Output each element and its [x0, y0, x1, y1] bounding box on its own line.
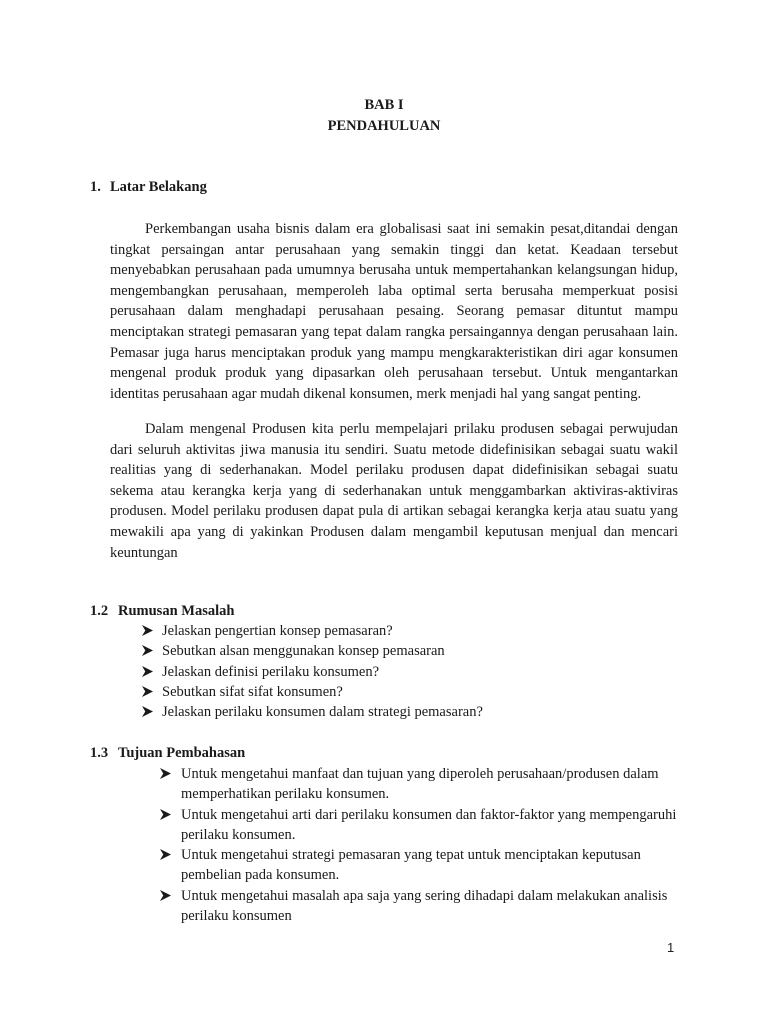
rumusan-masalah-list — [142, 621, 662, 722]
section-heading-rumusan-masalah — [90, 601, 234, 621]
arrowhead-bullet-icon — [142, 641, 153, 661]
list-item-text: Jelaskan definisi perilaku konsumen? — [162, 663, 380, 680]
arrowhead-bullet-icon — [160, 845, 171, 865]
list-item — [142, 662, 662, 682]
chapter-number: BAB I — [364, 97, 404, 113]
list-item — [160, 886, 680, 927]
list-item-text: Sebutkan sifat sifat konsumen? — [162, 683, 343, 700]
list-item — [142, 702, 662, 722]
paragraph-latar-belakang-2: Dalam mengenal Produsen kita perlu mempelajari prilaku produsen sebagai perwujudan dari seluruh aktivitas jiwa manusia itu sendiri. Suatu metode didefinisikan sebagai suatu wakil realitias yang di sederhanakan. Model perilaku produsen dapat didefinisikan sebagai suatu sekema atau kerangka kerja yang di sederhanakan untuk menggambarkan aktiviras-aktiviras produsen. Model perilaku produsen dapat pula di artikan sebagai kerangka kerja atau suatu yang mewakili apa yang di yakinkan Produsen dalam mengambil keputusan menjual dan mencari keuntungan — [110, 421, 678, 561]
tujuan-pembahasan-list — [160, 764, 680, 926]
section-heading-tujuan-pembahasan — [90, 743, 245, 763]
list-item — [142, 621, 662, 641]
paragraph-latar-belakang-1: Perkembangan usaha bisnis dalam era globalisasi saat ini semakin pesat,ditandai dengan tingkat persaingan antar perusahaan yang semakin tinggi dan ketat. Keadaan tersebut menyebabkan perusahaan pada umumnya berusaha untuk mempertahankan kelangsungan hidup, mengembangkan perusahaan, memperoleh laba optimal serta berusaha memperkuat posisi perusahaan dalam menghadapi perusahaan pesaing. Seorang pemasar dituntut mampu menciptakan strategi pemasaran yang tepat dalam rangka persaingannya dengan perusahaan lain. Pemasar juga harus menciptakan produk yang mampu mengkarakteristikan diri agar konsumen mengenal produk produk yang dipasarkan oleh perusahaan tersebut. Untuk mengantarkan identitas perusahaan agar mudah dikenal konsumen, merk menjadi hal yang sangat penting. — [110, 221, 678, 402]
arrowhead-bullet-icon — [142, 702, 153, 722]
list-item — [142, 641, 662, 661]
list-item-text: Jelaskan perilaku konsumen dalam strategi pemasaran? — [162, 704, 483, 721]
section-heading-latar-belakang — [90, 177, 207, 197]
section-number: 1.2 — [90, 603, 109, 619]
section-number: 1.3 — [90, 745, 109, 761]
list-item-text: Untuk mengetahui masalah apa saja yang sering dihadapi dalam melakukan analisis perilaku konsumen — [181, 887, 668, 925]
arrowhead-bullet-icon — [160, 805, 171, 825]
list-item-text: Jelaskan pengertian konsep pemasaran? — [162, 623, 393, 639]
arrowhead-bullet-icon — [142, 621, 153, 641]
list-item — [160, 805, 680, 846]
list-item-text: Untuk mengetahui strategi pemasaran yang tepat untuk menciptakan keputusan pembelian pada konsumen. — [181, 847, 641, 884]
section-number: 1. — [90, 179, 101, 195]
section-title: Tujuan Pembahasan — [118, 745, 246, 761]
list-item — [160, 845, 680, 886]
page-number: 1 — [667, 940, 675, 955]
list-item — [160, 764, 680, 805]
list-item-text: Untuk mengetahui arti dari perilaku konsumen dan faktor-faktor yang mempengaruhi perilaku konsumen. — [181, 806, 677, 843]
arrowhead-bullet-icon — [142, 682, 153, 702]
arrowhead-bullet-icon — [160, 886, 171, 906]
section-title: Rumusan Masalah — [118, 603, 235, 619]
list-item-text: Untuk mengetahui manfaat dan tujuan yang diperoleh perusahaan/produsen dalam memperhatikan perilaku konsumen. — [181, 766, 659, 803]
list-item — [142, 682, 662, 702]
arrowhead-bullet-icon — [160, 764, 171, 784]
list-item-text: Sebutkan alsan menggunakan konsep pemasaran — [162, 643, 445, 660]
arrowhead-bullet-icon — [142, 662, 153, 682]
section-title: Latar Belakang — [110, 179, 207, 195]
chapter-title: PENDAHULUAN — [327, 118, 441, 134]
